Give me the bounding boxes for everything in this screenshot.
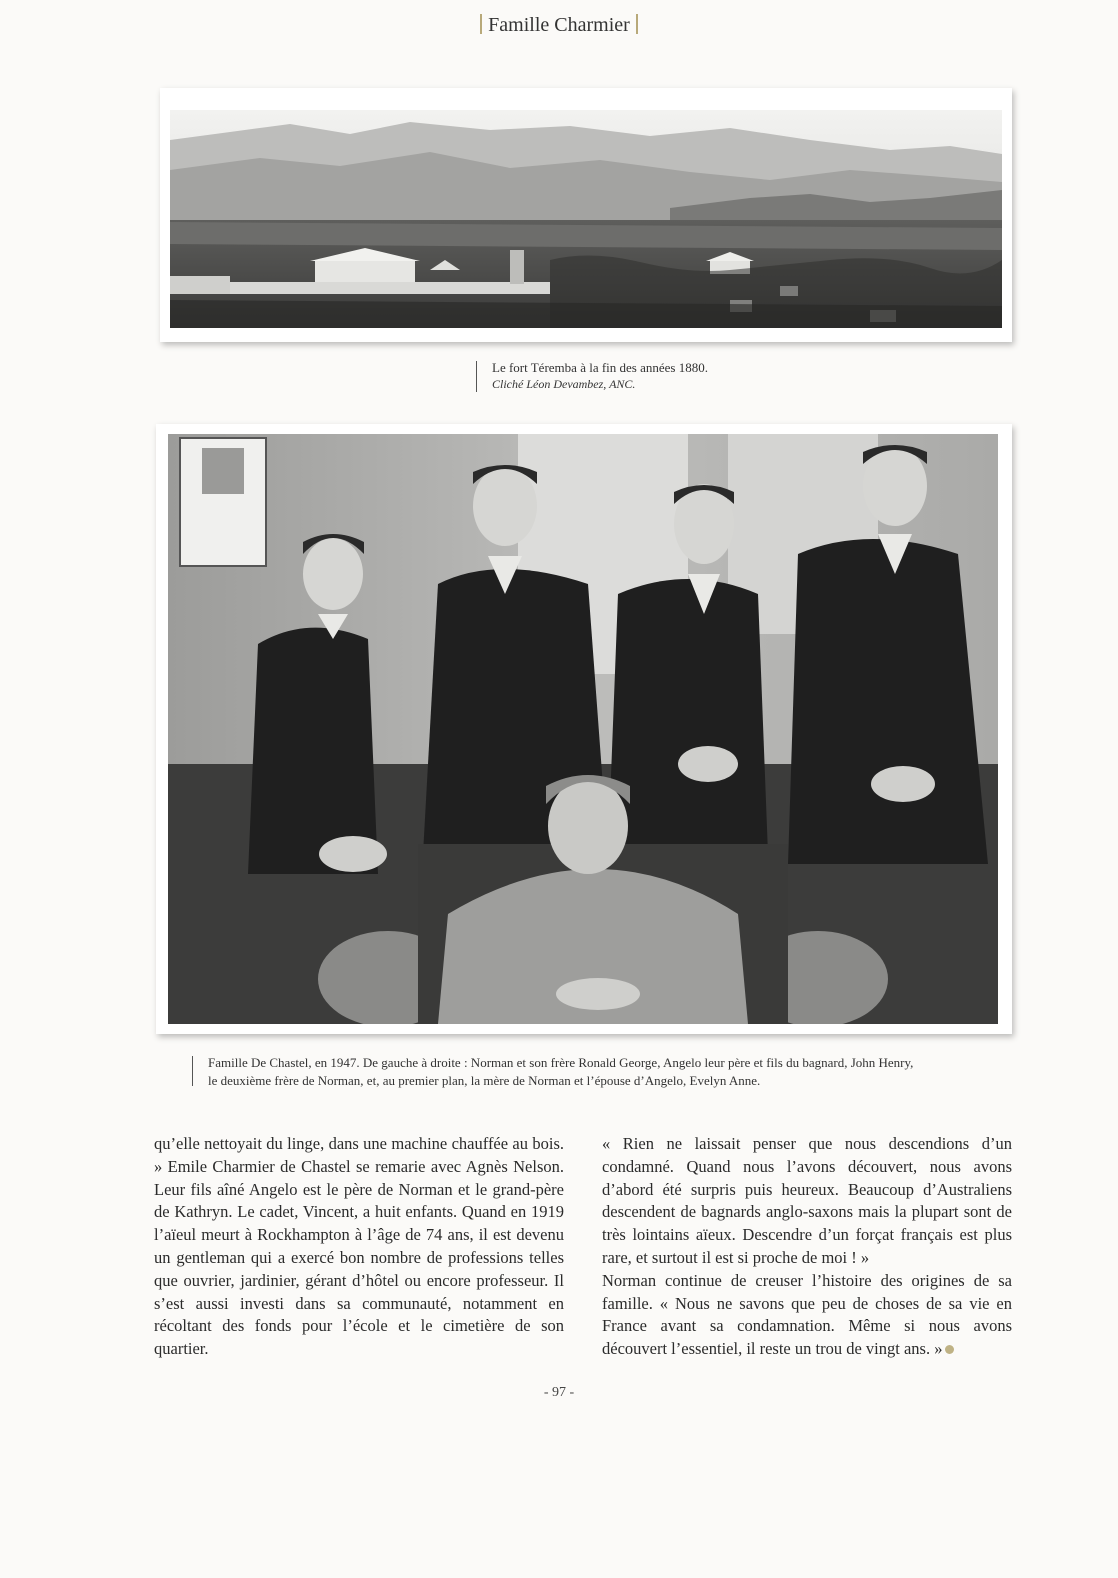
panorama-illustration [170, 110, 1002, 328]
photo-frame-panorama [160, 88, 1012, 342]
caption1-rule [476, 361, 477, 392]
family-portrait-photo [168, 434, 998, 1024]
end-mark-icon [945, 1345, 954, 1354]
body-paragraph-left: qu’elle nettoyait du linge, dans une machine chauffée au bois. » Emile Charmier de Chastel se remarie avec Agnès Nelson. Leur fils aîné Angelo est le père de Norman et le grand-père de Kathryn. Le cadet, Vincent, a huit enfants. Quand en 1919 l’aïeul meurt à Rockhampton à l’âge de 74 ans, il est devenu un gentleman qui a exercé bon nombre de professions telles que ouvrier, jardinier, gérant d’hôtel ou encore professeur. Il s’est aussi investi dans sa communauté, notamment en récoltant des fonds pour l’école et le cimetière de son quartier. [154, 1134, 564, 1359]
family-portrait-illustration [168, 434, 998, 1024]
header-rule-right [636, 14, 638, 34]
figure1-caption [476, 360, 708, 392]
body-column-right [602, 1133, 1012, 1361]
figure2-caption [192, 1054, 1012, 1090]
header-rule-left [480, 14, 482, 34]
figure2-caption-line1: Famille De Chastel, en 1947. De gauche à droite : Norman et son frère Ronald George, Angelo leur père et fils du bagnard, John Henry, [208, 1055, 914, 1070]
body-paragraph-closing [602, 1270, 1012, 1361]
figure1-credit: Cliché Léon Devambez, ANC. [492, 377, 636, 391]
page-number: - 97 - [543, 1385, 575, 1400]
panorama-photo [170, 110, 1002, 328]
body-column-left [154, 1133, 564, 1361]
photo-frame-family [156, 424, 1012, 1034]
figure1-caption-text: Le fort Téremba à la fin des années 1880. [492, 360, 708, 375]
running-header [0, 14, 1118, 37]
body-paragraph-closing-text: Norman continue de creuser l’histoire des origines de sa famille. « Nous ne savons que peu de choses de sa vie en France avant sa condamnation. Même si nous avons découvert l’essentiel, il reste un trou de vingt ans. » [602, 1270, 1012, 1359]
figure2-caption-line2: le deuxième frère de Norman, et, au premier plan, la mère de Norman et l’épouse d’Angelo, Evelyn Anne. [208, 1073, 761, 1088]
body-paragraph-quote: « Rien ne laissait penser que nous descendions d’un condamné. Quand nous l’avons découvert, nous avons d’abord été surpris puis heureux. Beaucoup d’Australiens descendent de bagnards anglo-saxons mais la plupart sont de très lointains aïeux. Descendre d’un forçat français est plus rare, et surtout il est si proche de moi ! » [602, 1134, 1012, 1267]
caption2-rule [192, 1056, 193, 1086]
page-header-title: Famille Charmier [488, 14, 630, 36]
